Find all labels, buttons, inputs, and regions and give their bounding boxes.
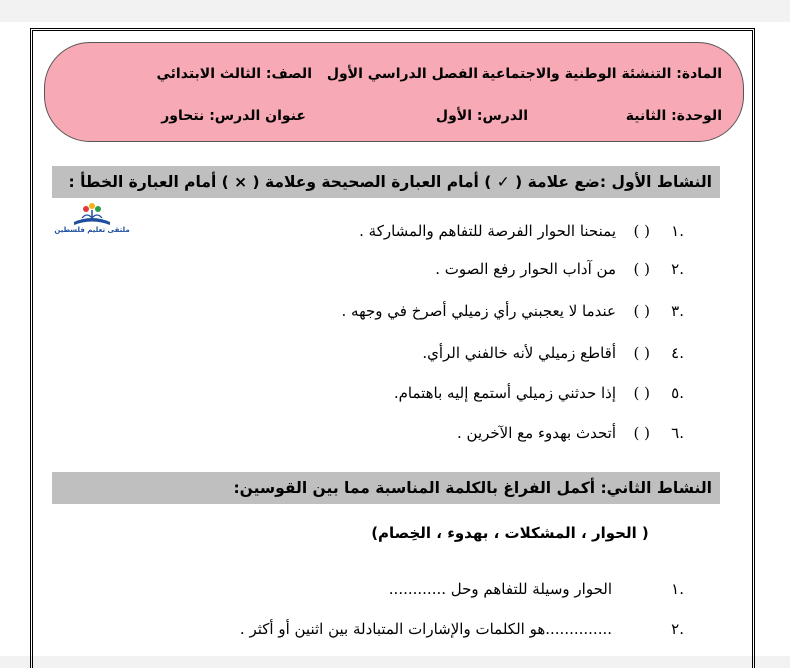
item-text: أقاطع زميلي لأنه خالفني الرأي. <box>422 344 616 362</box>
header-grade: الصف: الثالث الابتدائي <box>156 66 312 82</box>
item-text: عندما لا يعجبني رأي زميلي أصرخ في وجهه . <box>341 302 616 320</box>
activity1-item <box>0 384 720 408</box>
item-text: إذا حدثني زميلي أستمع إليه باهتمام. <box>393 384 616 402</box>
header-unit: الوحدة: الثانية <box>625 108 722 124</box>
item-text: أتحدث بهدوء مع الآخرين . <box>456 424 616 442</box>
activity2-item <box>0 620 720 644</box>
answer-blank: ( ) <box>633 302 650 320</box>
item-text: من آداب الحوار رفع الصوت . <box>435 260 616 278</box>
item-text: ..............هو الكلمات والإشارات المتبادلة بين اثنين أو أكثر . <box>239 620 612 638</box>
activity2-item <box>0 580 720 604</box>
item-number: .٦ <box>671 424 684 442</box>
item-number: .١ <box>671 222 684 240</box>
header-lesson-title: عنوان الدرس: نتحاور <box>161 108 306 124</box>
item-text: الحوار وسيلة للتفاهم وحل ............ <box>388 580 612 598</box>
word-bank-text: ( الحوار ، المشكلات ، بهدوء ، الخِصام) <box>371 524 649 542</box>
answer-blank: ( ) <box>633 424 650 442</box>
activity2-title: النشاط الثاني: أكمل الفراغ بالكلمة المناسبة مما بين القوسين: <box>52 472 720 504</box>
activity1-title: النشاط الأول :ضع علامة ( ✓ ) أمام العبارة الصحيحة وعلامة ( × ) أمام العبارة الخطأ : <box>52 166 720 198</box>
header-lesson: الدرس: الأول <box>435 108 528 124</box>
top-strip <box>0 0 790 22</box>
activity1-item <box>0 260 720 284</box>
word-bank <box>0 524 790 550</box>
activity1-item <box>0 424 720 448</box>
answer-blank: ( ) <box>633 260 650 278</box>
item-number: .١ <box>671 580 684 598</box>
answer-blank: ( ) <box>633 344 650 362</box>
item-number: .٤ <box>671 344 684 362</box>
item-text: يمنحنا الحوار الفرصة للتفاهم والمشاركة . <box>359 222 616 240</box>
logo-text: ملتقى تعليم فلسطين <box>54 226 130 234</box>
item-number: .٢ <box>671 620 684 638</box>
activity1-item <box>0 222 720 246</box>
header-semester: الفصل الدراسي الأول <box>326 66 478 82</box>
answer-blank: ( ) <box>633 384 650 402</box>
activity1-item <box>0 302 720 326</box>
item-number: .٢ <box>671 260 684 278</box>
header-subject: المادة: التنشئة الوطنية والاجتماعية <box>481 66 722 82</box>
activity1-item <box>0 344 720 368</box>
answer-blank: ( ) <box>633 222 650 240</box>
item-number: .٥ <box>671 384 684 402</box>
item-number: .٣ <box>671 302 684 320</box>
header-box <box>44 42 744 142</box>
